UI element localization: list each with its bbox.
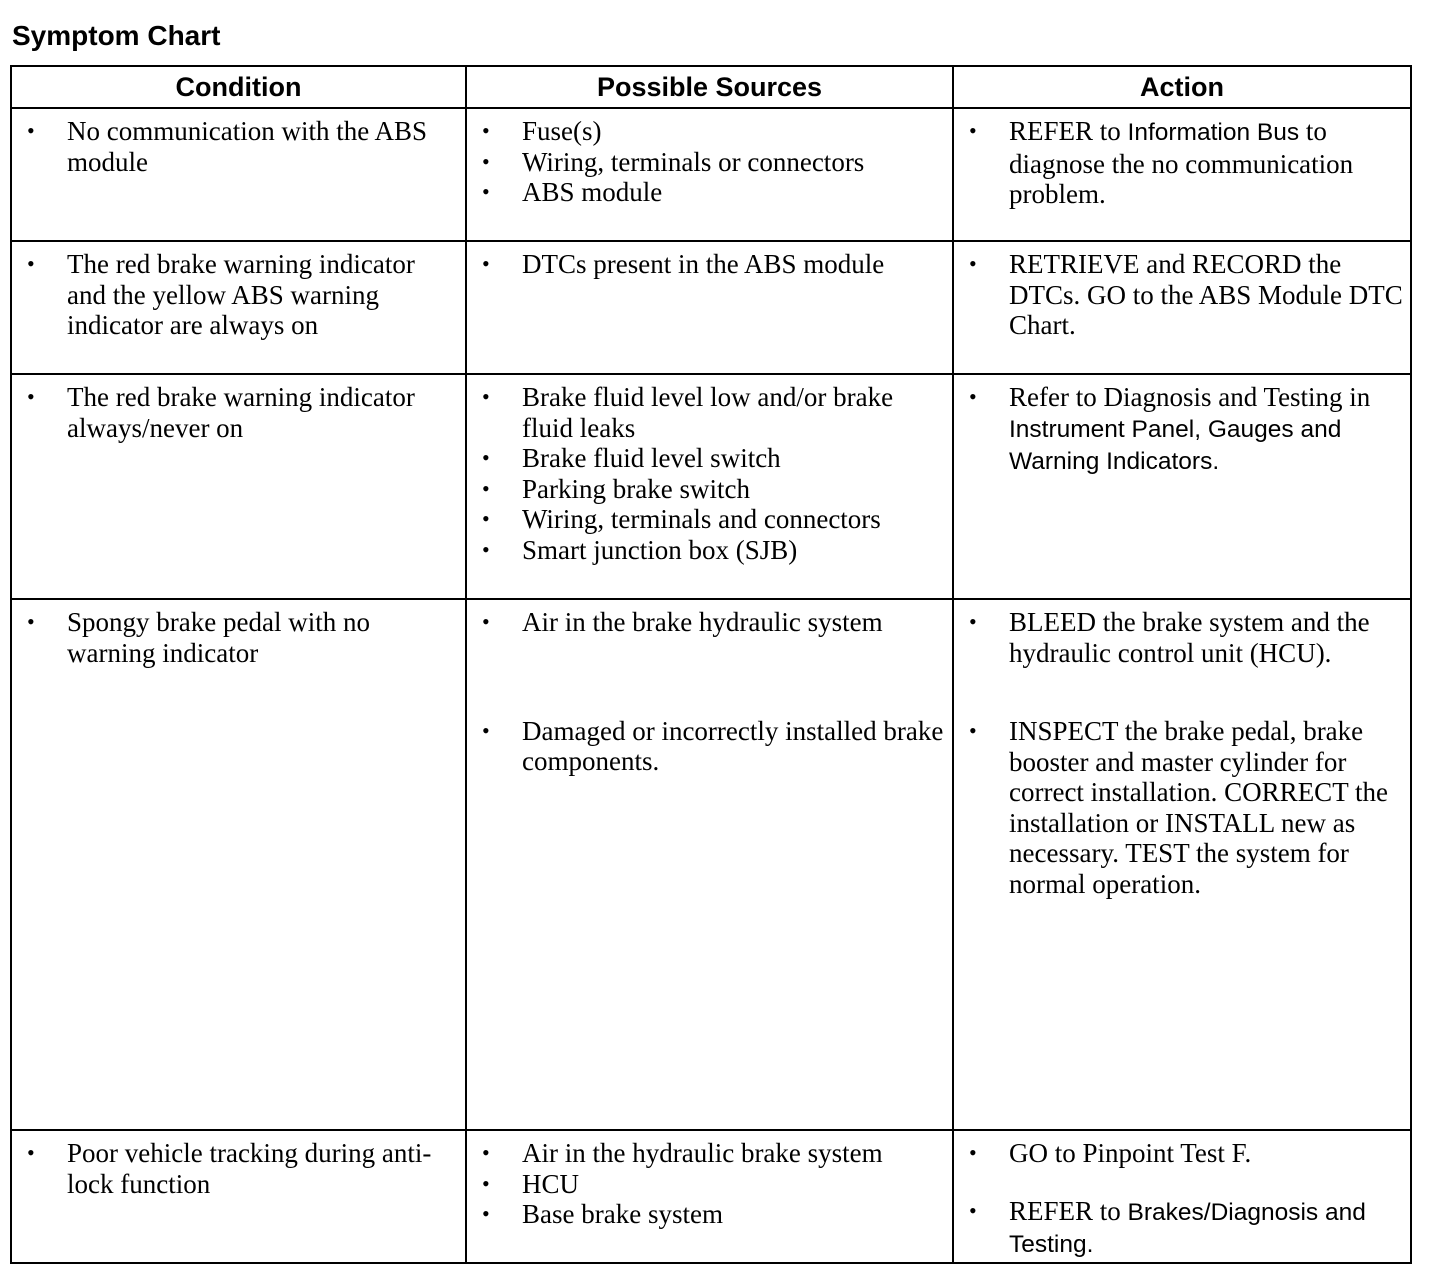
table-row <box>11 374 1411 599</box>
bullet-icon: • <box>482 536 490 562</box>
list-item <box>467 147 952 178</box>
source-text: Fuse(s) <box>522 116 602 146</box>
action-text: GO to Pinpoint Test F. <box>1009 1138 1252 1168</box>
sources-cell <box>466 1130 953 1263</box>
bullet-icon: • <box>482 445 490 470</box>
cross-reference-link[interactable]: Brakes/Diagnosis and Testing. <box>1009 1198 1366 1258</box>
list-item <box>12 607 465 668</box>
list-item <box>467 1199 952 1230</box>
bullet-icon: • <box>969 118 977 143</box>
action-cell <box>953 108 1411 241</box>
condition-text: Spongy brake pedal with no warning indicator <box>67 607 370 668</box>
bullet-icon: • <box>482 506 490 531</box>
list-item <box>954 1196 1410 1261</box>
action-text: to diagnose the no communication problem. <box>1009 116 1354 209</box>
action-cell <box>953 1130 1411 1263</box>
sources-cell <box>466 374 953 599</box>
page-title: Symptom Chart <box>12 20 221 51</box>
list-item <box>954 382 1410 478</box>
sources-cell <box>466 599 953 1130</box>
list-item <box>467 535 952 566</box>
bullet-icon: • <box>969 609 977 634</box>
cross-reference-link[interactable]: Information Bus <box>1127 119 1300 146</box>
bullet-icon: • <box>482 179 490 204</box>
bullet-icon: • <box>482 118 490 143</box>
source-text: Air in the hydraulic brake system <box>522 1138 883 1168</box>
source-text: Parking brake switch <box>522 473 750 504</box>
table-row <box>11 1130 1411 1263</box>
list-item <box>467 607 952 638</box>
symptom-chart-table <box>10 65 1412 1264</box>
list-item <box>467 474 952 505</box>
action-cell <box>953 599 1411 1130</box>
list-item <box>12 249 465 341</box>
source-text: Brake fluid level switch <box>522 443 781 473</box>
list-item <box>467 249 952 280</box>
action-text: Refer to Diagnosis and Testing in <box>1009 382 1371 412</box>
condition-cell <box>11 108 466 241</box>
list-item <box>954 1138 1410 1169</box>
action-cell <box>953 241 1411 374</box>
action-text: RETRIEVE and RECORD the DTCs. GO to the ABS Module DTC Chart. <box>1009 249 1403 340</box>
list-item <box>12 1138 465 1199</box>
condition-text: Poor vehicle tracking during anti-lock function <box>67 1138 432 1199</box>
list-item <box>954 116 1410 210</box>
bullet-icon: • <box>27 118 35 143</box>
list-item <box>467 1169 952 1200</box>
bullet-icon: • <box>482 1170 490 1196</box>
source-text: Air in the brake hydraulic system <box>522 607 883 637</box>
bullet-icon: • <box>969 251 977 276</box>
source-text: Brake fluid level low and/or brake fluid leaks <box>522 382 894 443</box>
bullet-icon: • <box>969 1140 977 1165</box>
sources-cell <box>466 108 953 241</box>
action-text: BLEED the brake system and the hydraulic control unit (HCU). <box>1009 607 1370 668</box>
list-item <box>467 1138 952 1169</box>
condition-text: The red brake warning indicator always/never on <box>67 382 415 443</box>
source-text: Base brake system <box>522 1199 723 1229</box>
list-item <box>467 116 952 147</box>
list-item <box>954 716 1410 899</box>
condition-cell <box>11 1130 466 1263</box>
action-cell <box>953 374 1411 599</box>
list-item <box>954 249 1410 341</box>
bullet-icon: • <box>482 251 490 276</box>
list-item <box>467 504 952 535</box>
bullet-icon: • <box>969 1197 977 1223</box>
source-text: Wiring, terminals or connectors <box>522 146 865 177</box>
list-item <box>954 607 1410 668</box>
bullet-icon: • <box>482 384 490 409</box>
action-text: REFER to <box>1009 116 1121 146</box>
bullet-icon: • <box>482 148 490 174</box>
list-item <box>467 382 952 443</box>
table-row <box>11 599 1411 1130</box>
bullet-icon: • <box>27 609 35 634</box>
source-text: ABS module <box>522 177 663 207</box>
bullet-icon: • <box>482 609 490 634</box>
header-possible-sources: Possible Sources <box>466 66 953 108</box>
table-row <box>11 241 1411 374</box>
bullet-icon: • <box>27 1140 35 1165</box>
bullet-icon: • <box>969 718 977 743</box>
condition-text: No communication with the ABS module <box>67 116 427 177</box>
bullet-icon: • <box>27 251 35 276</box>
bullet-icon: • <box>969 384 977 409</box>
bullet-icon: • <box>482 1201 490 1226</box>
source-text: Smart junction box (SJB) <box>522 534 798 565</box>
source-text: Wiring, terminals and connectors <box>522 504 881 534</box>
condition-cell <box>11 374 466 599</box>
bullet-icon: • <box>27 384 35 409</box>
source-text: DTCs present in the ABS module <box>522 249 885 279</box>
list-item <box>12 116 465 177</box>
source-text: Damaged or incorrectly installed brake components. <box>522 715 944 776</box>
action-text: REFER to <box>1009 1195 1121 1226</box>
bullet-icon: • <box>482 1140 490 1165</box>
table-row <box>11 108 1411 241</box>
header-row <box>11 66 1411 108</box>
header-condition: Condition <box>11 66 466 108</box>
list-item <box>12 382 465 443</box>
cross-reference-link[interactable]: Instrument Panel, Gauges and Warning Indicators. <box>1009 415 1342 475</box>
condition-text: The red brake warning indicator and the yellow ABS warning indicator are always on <box>67 249 415 340</box>
condition-cell <box>11 599 466 1130</box>
list-item <box>467 716 952 777</box>
bullet-icon: • <box>482 475 490 501</box>
action-text: INSPECT the brake pedal, brake booster and master cylinder for correct installation. CORRECT the installation or INSTALL new as necessary. TEST the system for normal operation. <box>1009 716 1388 899</box>
list-item <box>467 177 952 208</box>
source-text: HCU <box>522 1168 580 1199</box>
list-item <box>467 443 952 474</box>
bullet-icon: • <box>482 717 490 743</box>
condition-cell <box>11 241 466 374</box>
sources-cell <box>466 241 953 374</box>
header-action: Action <box>953 66 1411 108</box>
